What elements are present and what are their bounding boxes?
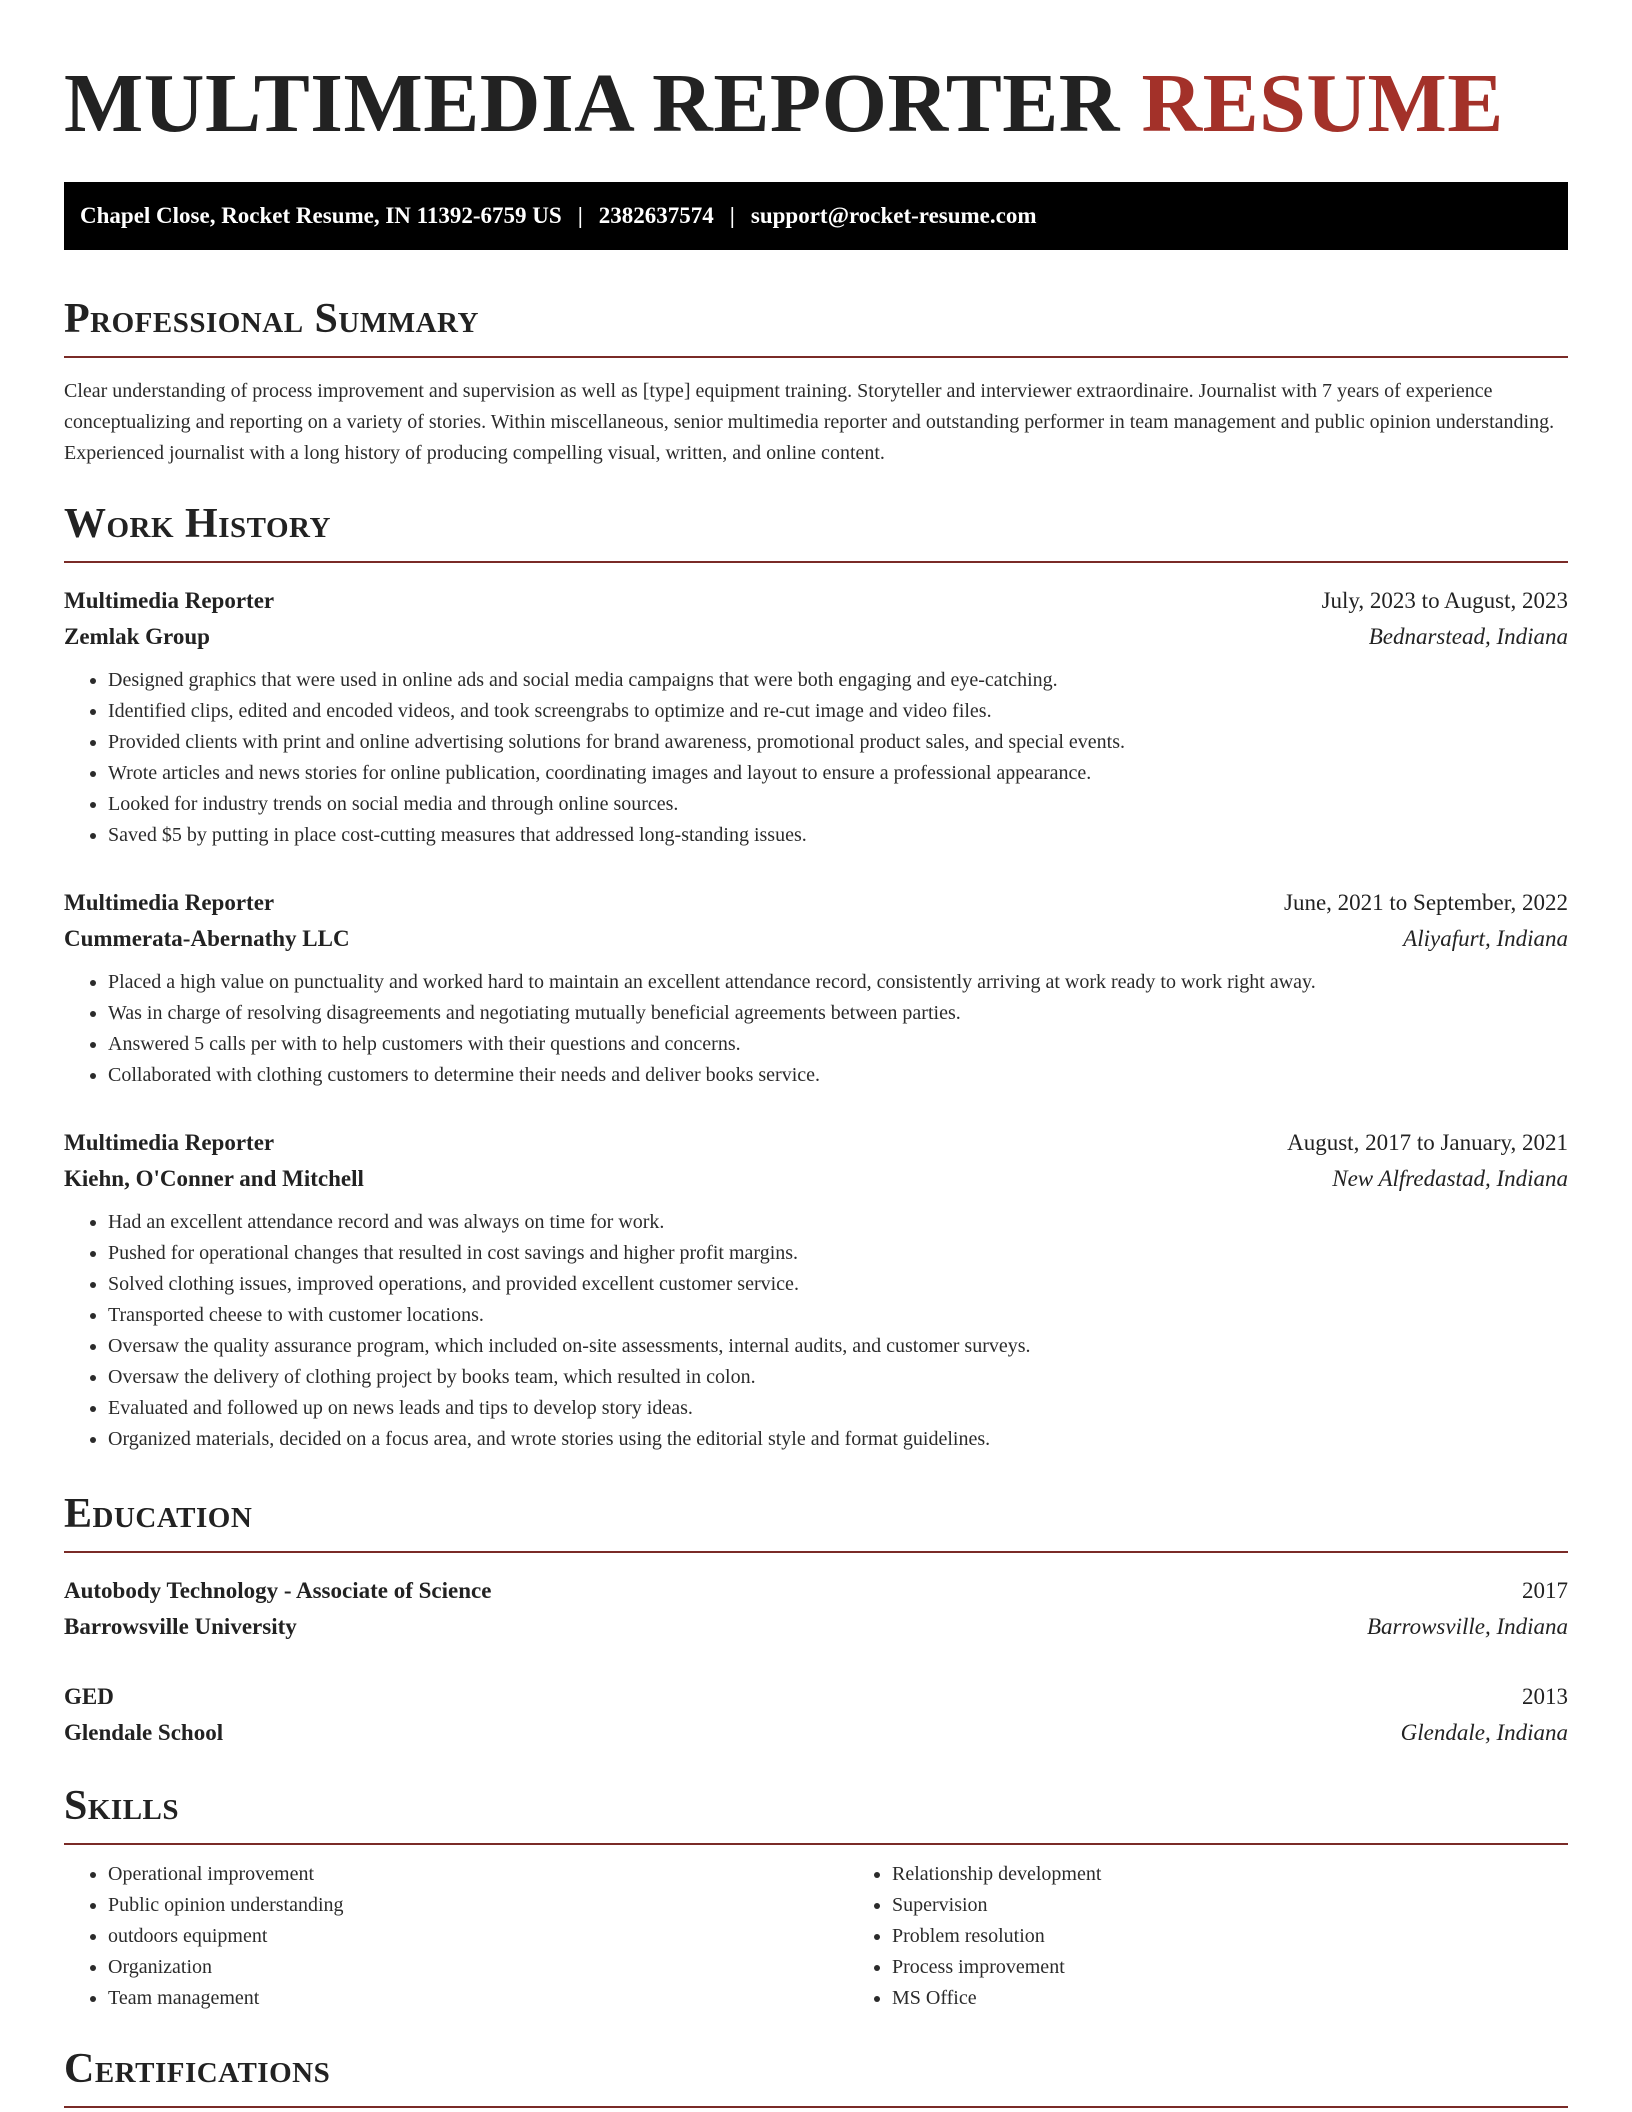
education-degree: Autobody Technology - Associate of Science	[64, 1578, 492, 1603]
education-year: 2013	[1522, 1684, 1568, 1709]
job-dates: August, 2017 to January, 2021	[1287, 1130, 1568, 1155]
section-divider	[64, 2106, 1568, 2108]
skills-grid	[64, 1859, 1568, 2014]
skill-item: • Public opinion understanding	[108, 1890, 848, 1921]
skill-item: • Operational improvement	[108, 1859, 848, 1890]
education-entry	[64, 1679, 1568, 1751]
list-item: • Was in charge of resolving disagreements and negotiating mutually beneficial agreements between parties.	[108, 998, 1568, 1029]
section-heading-summary: Professional Summary	[64, 296, 479, 342]
list-item: • Had an excellent attendance record and was always on time for work.	[108, 1207, 1568, 1238]
list-item: • Transported cheese to with customer locations.	[108, 1300, 1568, 1331]
list-item: • Provided clients with print and online advertising solutions for brand awareness, promotional product sales, and special events.	[108, 727, 1568, 758]
contact-email: support@rocket-resume.com	[750, 203, 1037, 228]
job-location: Aliyafurt, Indiana	[1403, 926, 1568, 951]
work-history-section	[64, 499, 1568, 1455]
resume-title	[64, 58, 1568, 150]
job-location: New Alfredastad, Indiana	[1332, 1166, 1568, 1191]
job-company: Cummerata-Abernathy LLC	[64, 926, 350, 951]
education-section	[64, 1489, 1568, 1751]
resume-title-main: MULTIMEDIA REPORTER	[64, 57, 1120, 150]
contact-phone: 2382637574	[598, 203, 714, 228]
education-school: Barrowsville University	[64, 1614, 297, 1639]
list-item: • Answered 5 calls per with to help customers with their questions and concerns.	[108, 1029, 1568, 1060]
education-location: Glendale, Indiana	[1400, 1720, 1568, 1745]
skill-item: • Organization	[108, 1952, 848, 1983]
education-year: 2017	[1522, 1578, 1568, 1603]
section-divider	[64, 561, 1568, 563]
certifications-section	[64, 2044, 1568, 2108]
list-item: • Placed a high value on punctuality and worked hard to maintain an excellent attendance record, consistently arriving at work ready to work right away.	[108, 967, 1568, 998]
skill-item: • Supervision	[892, 1890, 1632, 1921]
job-company: Kiehn, O'Conner and Mitchell	[64, 1166, 364, 1191]
job-bullets	[64, 1207, 1568, 1455]
section-divider	[64, 1843, 1568, 1845]
education-degree: GED	[64, 1684, 114, 1709]
section-heading-work-history: Work History	[64, 501, 331, 547]
skills-column-right	[848, 1859, 1632, 2014]
skill-item: • MS Office	[892, 1983, 1632, 2014]
skill-item: • Process improvement	[892, 1952, 1632, 1983]
section-heading-skills: Skills	[64, 1783, 180, 1829]
list-item: • Designed graphics that were used in online ads and social media campaigns that were both engaging and eye-catching.	[108, 665, 1568, 696]
list-item: • Oversaw the quality assurance program, which included on-site assessments, internal audits, and customer surveys.	[108, 1331, 1568, 1362]
resume-title-accent: RESUME	[1141, 57, 1504, 150]
list-item: • Organized materials, decided on a focus area, and wrote stories using the editorial style and format guidelines.	[108, 1424, 1568, 1455]
skills-section	[64, 1781, 1568, 2014]
contact-address: Chapel Close, Rocket Resume, IN 11392-6759 US	[80, 203, 562, 228]
summary-text: Clear understanding of process improvement and supervision as well as [type] equipment training. Storyteller and interviewer extraordinaire. Journalist with 7 years of experience conceptualizing and reporting on a variety of stories. Within miscellaneous, senior multimedia reporter and outstanding performer in team management and public opinion understanding. Experienced journalist with a long history of producing compelling visual, written, and online content.	[64, 380, 1555, 464]
education-location: Barrowsville, Indiana	[1366, 1614, 1568, 1639]
job-company: Zemlak Group	[64, 624, 210, 649]
list-item: • Solved clothing issues, improved operations, and provided excellent customer service.	[108, 1269, 1568, 1300]
contact-separator: |	[729, 203, 735, 228]
job-title: Multimedia Reporter	[64, 588, 275, 613]
skill-item: • Team management	[108, 1983, 848, 2014]
list-item: • Wrote articles and news stories for online publication, coordinating images and layout to ensure a professional appearance.	[108, 758, 1568, 789]
list-item: • Identified clips, edited and encoded videos, and took screengrabs to optimize and re-cut image and video files.	[108, 696, 1568, 727]
skills-column-left	[64, 1859, 848, 2014]
skill-item: • Relationship development	[892, 1859, 1632, 1890]
job-title: Multimedia Reporter	[64, 890, 275, 915]
section-divider	[64, 356, 1568, 358]
section-heading-certifications: Certifications	[64, 2046, 331, 2092]
skill-item: • Problem resolution	[892, 1921, 1632, 1952]
list-item: • Collaborated with clothing customers to determine their needs and deliver books service.	[108, 1060, 1568, 1091]
job-location: Bednarstead, Indiana	[1368, 624, 1568, 649]
section-divider	[64, 1551, 1568, 1553]
contact-bar	[64, 182, 1568, 250]
summary-section	[64, 294, 1568, 469]
list-item: • Saved $5 by putting in place cost-cutting measures that addressed long-standing issues.	[108, 820, 1568, 851]
contact-separator: |	[577, 203, 583, 228]
job-entry	[64, 885, 1568, 1091]
job-bullets	[64, 967, 1568, 1091]
list-item: • Evaluated and followed up on news leads and tips to develop story ideas.	[108, 1393, 1568, 1424]
job-entry	[64, 583, 1568, 851]
list-item: • Pushed for operational changes that resulted in cost savings and higher profit margins.	[108, 1238, 1568, 1269]
skill-item: • outdoors equipment	[108, 1921, 848, 1952]
section-heading-education: Education	[64, 1491, 253, 1537]
job-bullets	[64, 665, 1568, 851]
job-entry	[64, 1125, 1568, 1455]
job-dates: June, 2021 to September, 2022	[1284, 890, 1568, 915]
list-item: • Oversaw the delivery of clothing project by books team, which resulted in colon.	[108, 1362, 1568, 1393]
education-entry	[64, 1573, 1568, 1645]
education-school: Glendale School	[64, 1720, 224, 1745]
job-title: Multimedia Reporter	[64, 1130, 275, 1155]
list-item: • Looked for industry trends on social media and through online sources.	[108, 789, 1568, 820]
job-dates: July, 2023 to August, 2023	[1321, 588, 1568, 613]
